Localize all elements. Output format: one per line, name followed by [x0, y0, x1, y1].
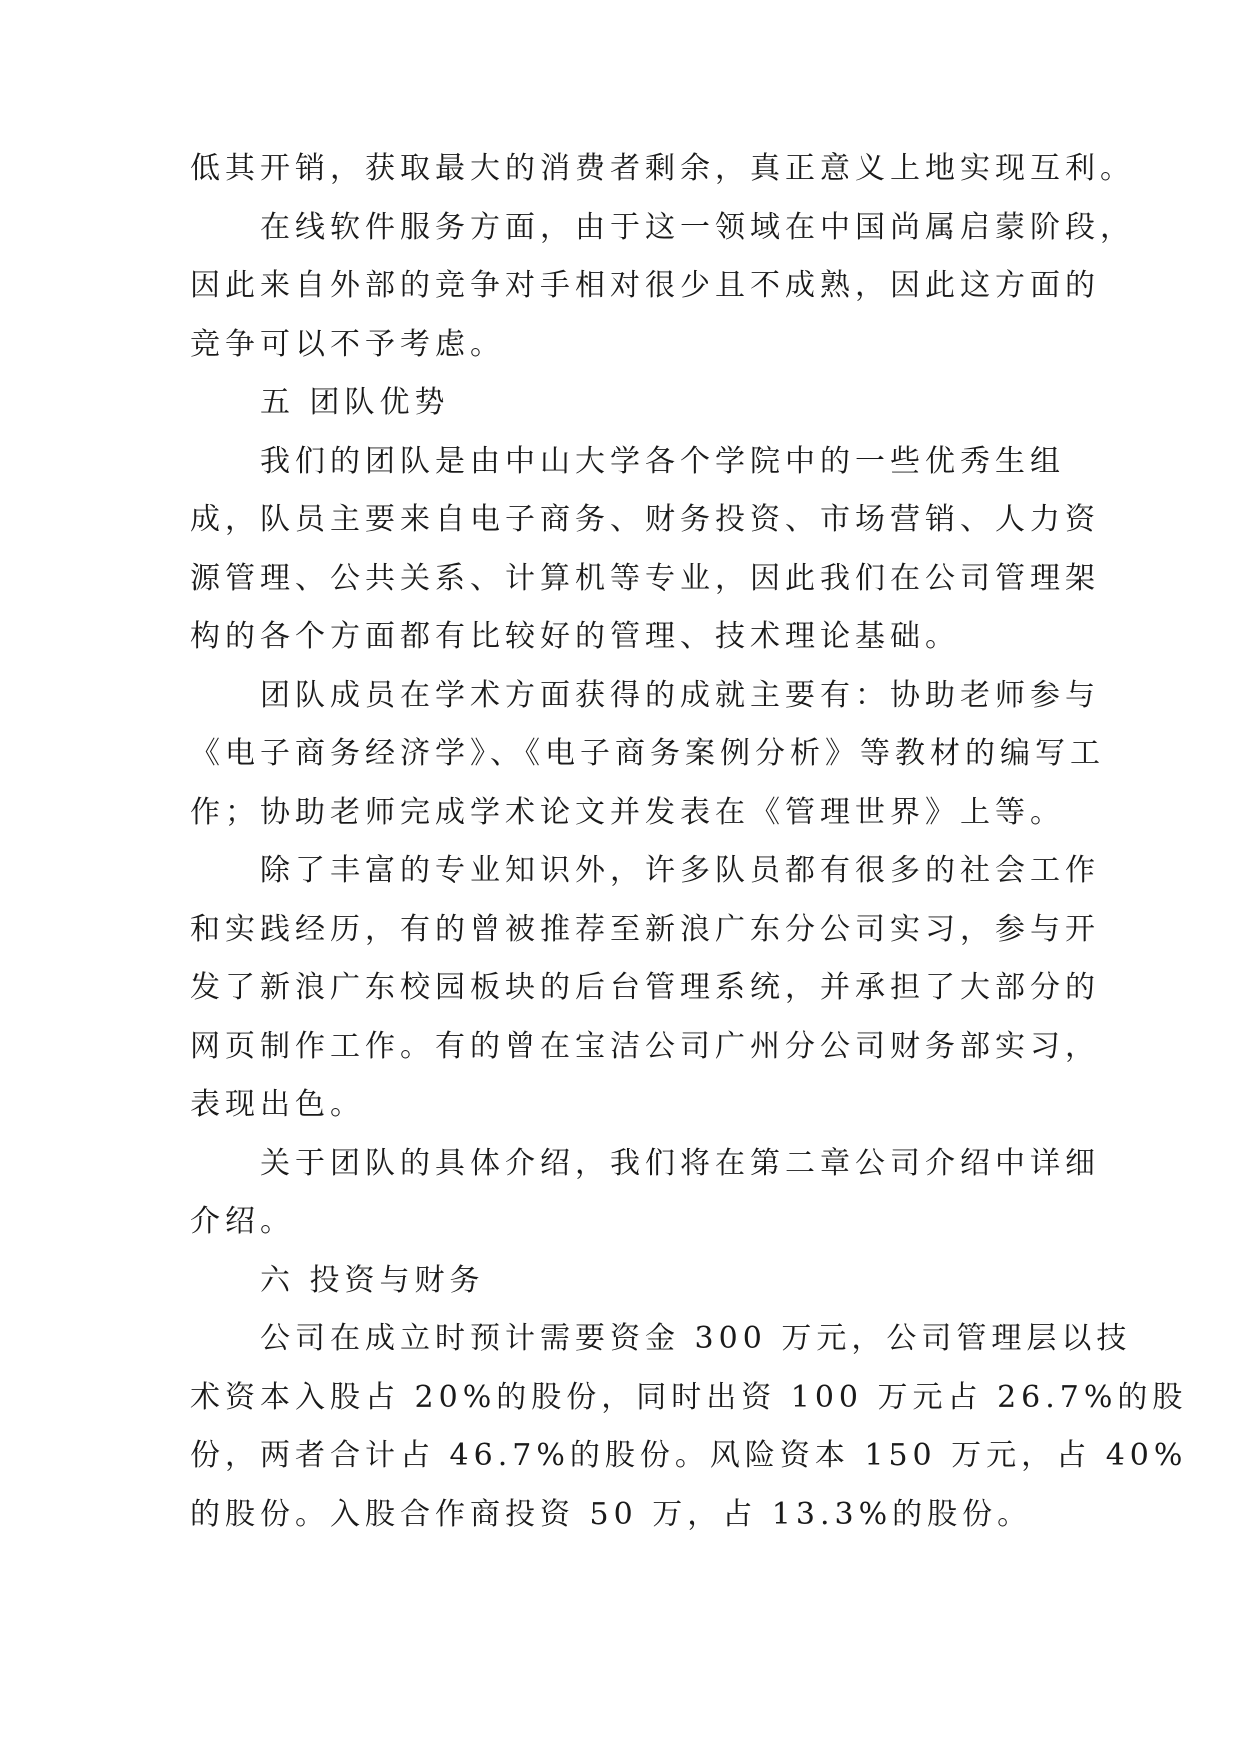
text-line: 团队成员在学术方面获得的成就主要有：协助老师参与 [260, 677, 1100, 713]
text-line: 发了新浪广东校园板块的后台管理系统，并承担了大部分的 [190, 970, 1100, 1005]
text-line: 我们的团队是由中山大学各个学院中的一些优秀生组 [260, 443, 1065, 479]
text-line: 公司在成立时预计需要资金 300 万元，公司管理层以技 [260, 1321, 1132, 1356]
text-line: 源管理、公共关系、计算机等专业，因此我们在公司管理架 [190, 560, 1100, 596]
text-line: 份，两者合计占 46.7%的股份。风险资本 150 万元，占 40% [190, 1438, 1188, 1473]
text-line: 因此来自外部的竞争对手相对很少且不成熟，因此这方面的 [190, 268, 1100, 303]
text-line: 除了丰富的专业知识外，许多队员都有很多的社会工作 [260, 853, 1100, 888]
text-line: 关于团队的具体介绍，我们将在第二章公司介绍中详细 [260, 1145, 1100, 1181]
text-line: 六 投资与财务 [260, 1262, 485, 1298]
text-line: 作；协助老师完成学术论文并发表在《管理世界》上等。 [190, 794, 1065, 830]
text-line: 五 团队优势 [260, 385, 450, 420]
text-line: 成，队员主要来自电子商务、财务投资、市场营销、人力资 [190, 502, 1100, 537]
text-line: 表现出色。 [190, 1087, 365, 1122]
text-line: 竞争可以不予考虑。 [190, 326, 505, 362]
text-line: 构的各个方面都有比较好的管理、技术理论基础。 [190, 619, 960, 654]
text-line: 介绍。 [190, 1204, 295, 1239]
text-line: 的股份。入股合作商投资 50 万，占 13.3%的股份。 [190, 1496, 1033, 1532]
text-line: 术资本入股占 20%的股份，同时出资 100 万元占 26.7%的股 [190, 1379, 1188, 1415]
text-line: 《电子商务经济学》、《电子商务案例分析》等教材的编写工 [190, 736, 1105, 771]
text-line: 和实践经历，有的曾被推荐至新浪广东分公司实习，参与开 [190, 911, 1100, 947]
document-body [190, 150, 1188, 1554]
text-line: 在线软件服务方面，由于这一领域在中国尚属启蒙阶段， [260, 209, 1135, 245]
text-line: 网页制作工作。有的曾在宝洁公司广州分公司财务部实习， [190, 1028, 1100, 1064]
text-line: 低其开销，获取最大的消费者剩余，真正意义上地实现互利。 [190, 151, 1135, 186]
